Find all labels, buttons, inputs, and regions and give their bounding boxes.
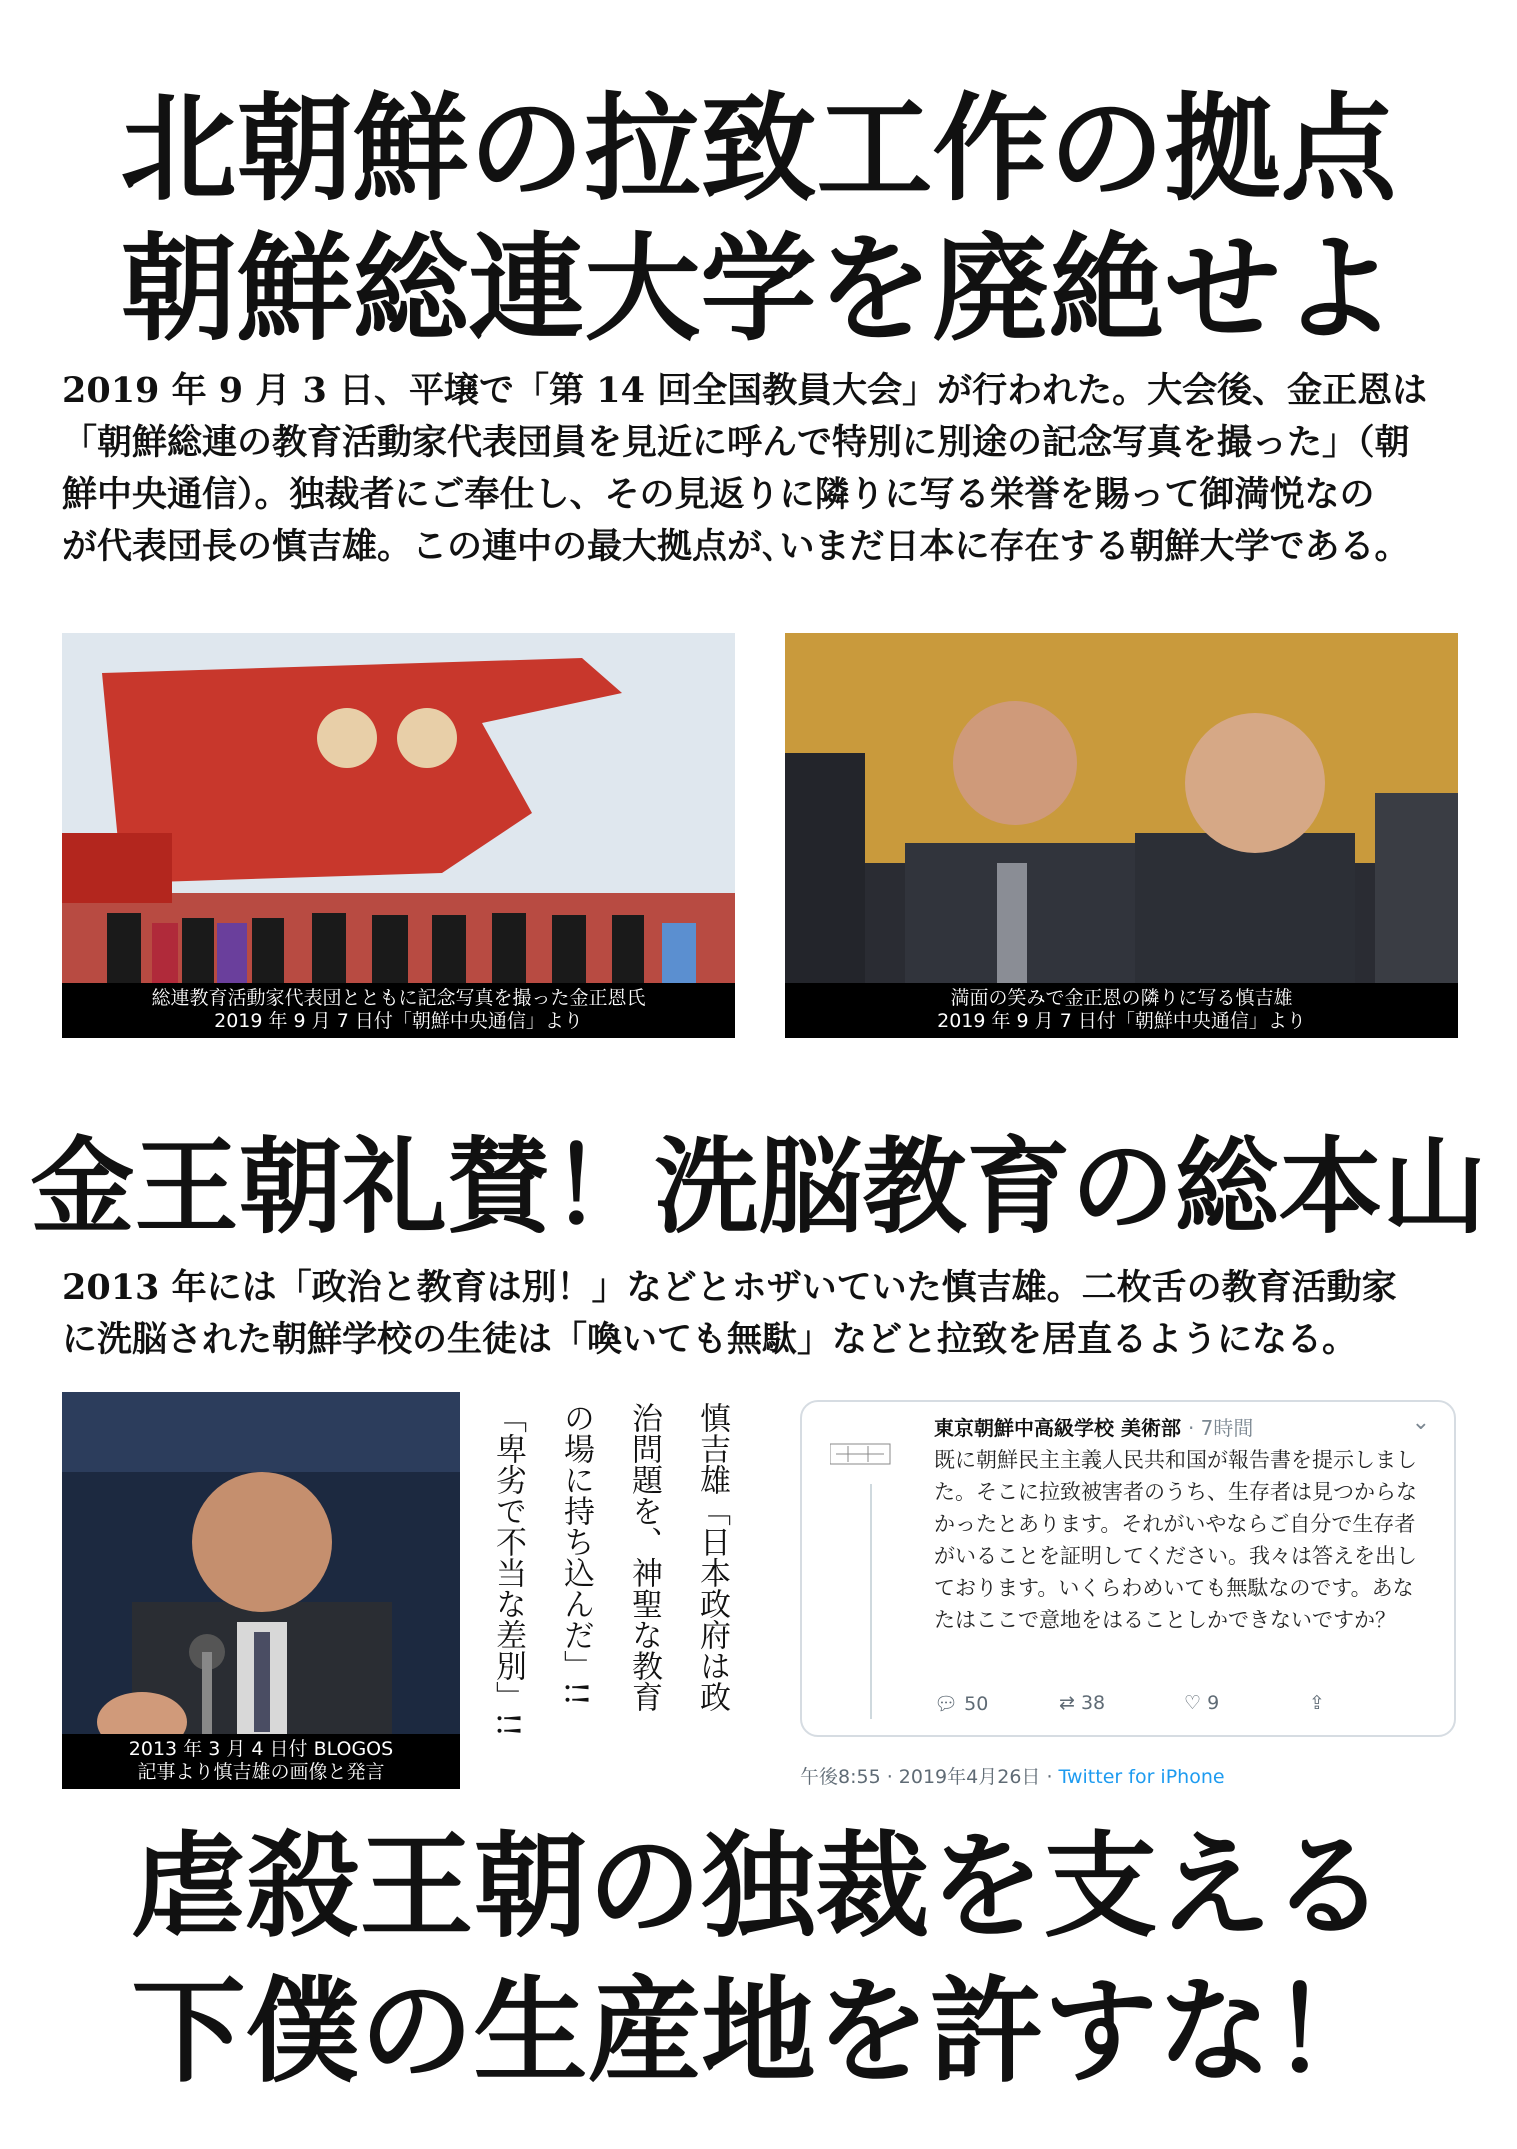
intro-paragraph [62,365,1462,573]
closeup-photo [785,633,1458,1038]
like-count: 9 [1207,1692,1220,1714]
group-photo-caption-line1: 総連教育活動家代表団とともに記念写真を撮った金正恩氏 [151,987,646,1009]
section-headline: 金王朝礼賛！洗脳教育の総本山 [30,1126,1487,1248]
tweet-text: 既に朝鮮民主主義人民共和国が報告書を提示しました。そこに拉致被害者のうち、生存者は見つからなかったとあります。それがいやならご自分で生存者がいることを証明してください。我々は答えを出しております。いくらわめいても無駄なのです。あなたはここで意地をはることしかできないですか？ [934,1448,1417,1632]
section2-paragraph [62,1262,1462,1366]
reply-icon: 💬︎ [934,1693,959,1715]
intro-line-2: 「朝鮮総連の教育活動家代表団員を見近に呼んで特別に別途の記念写真を撮った」（朝 [62,422,1410,463]
intro-line-3: 鮮中央通信）。独裁者にご奉仕し、その見返りに隣りに写る栄誉を賜って御満悦なの [62,474,1375,515]
reply-count: 50 [964,1693,989,1715]
quote-column-1: 慎吉雄「日本政府は政 [694,1402,730,1712]
quote-column-4: 「卑劣で不当な差別」!! [490,1402,526,1737]
speaker-photo [62,1392,460,1789]
tweet-actions [934,1692,1434,1715]
tweet-timestamp: 午後8:55 · 2019年4月26日 · [800,1766,1059,1788]
retweet-count: 38 [1080,1692,1106,1714]
tweet-card [800,1400,1456,1737]
closeup-photo-caption [785,983,1458,1038]
retweet-button[interactable] [1059,1692,1184,1715]
quote-column-2: 治問題を、神聖な教育 [626,1402,662,1712]
group-photo [62,633,735,1038]
like-button[interactable] [1184,1692,1309,1715]
share-icon: ⇪ [1309,1692,1325,1714]
group-photo-image [62,633,735,1038]
closeup-photo-caption-line1: 満面の笑みで金正恩の隣りに写る慎吉雄 [950,987,1293,1009]
heart-icon: ♡ [1184,1692,1202,1714]
intro-line-1: 2019 年 9 月 3 日、平壌で「第 14 回全国教員大会」が行われた。大会後、金正恩は [62,370,1428,411]
reply-button[interactable] [934,1692,1059,1715]
tweet-author[interactable]: 東京朝鮮中高級学校 美術部 [934,1416,1181,1440]
tweet-thread-line [870,1484,872,1719]
group-photo-caption [62,983,735,1038]
tweet-footer [800,1762,1225,1789]
quote-column-3: の場に持ち込んだ」!! [558,1402,594,1706]
speaker-photo-caption-line2: 記事より慎吉雄の画像と発言 [137,1761,385,1783]
tweet-more-icon[interactable]: ⌄ [1411,1410,1430,1435]
tweet-time: · 7時間 [1187,1416,1254,1440]
speaker-photo-image [62,1392,460,1789]
tweet-avatar [830,1436,900,1476]
section2-line-1: 2013 年には「政治と教育は別！」などとホザいていた慎吉雄。二枚舌の教育活動家 [62,1267,1397,1308]
speaker-photo-caption [62,1734,460,1789]
tweet-source[interactable]: Twitter for iPhone [1058,1766,1225,1788]
share-button[interactable] [1309,1692,1434,1715]
main-headline-line2: 朝鮮総連大学を廃絶せよ [120,222,1397,357]
closing-headline-line2: 下僕の生産地を許すな！ [131,1965,1386,2098]
group-photo-caption-line2: 2019 年 9 月 7 日付「朝鮮中央通信」より [214,1010,583,1032]
closeup-photo-image [785,633,1458,1038]
closing-headline-line1: 虐殺王朝の独裁を支える [131,1820,1386,1953]
intro-line-4: が代表団長の慎吉雄。この連中の最大拠点が､いまだ日本に存在する朝鮮大学である。 [62,526,1410,567]
closeup-photo-caption-line2: 2019 年 9 月 7 日付「朝鮮中央通信」より [937,1010,1306,1032]
main-headline-line1: 北朝鮮の拉致工作の拠点 [120,82,1397,217]
tweet-handle[interactable] [934,1412,1253,1441]
speaker-photo-caption-line1: 2013 年 3 月 4 日付 BLOGOS [128,1738,394,1760]
section2-line-2: に洗脳された朝鮮学校の生徒は「喚いても無駄」などと拉致を居直るようになる。 [62,1319,1358,1360]
retweet-icon: ⇄ [1059,1692,1075,1714]
